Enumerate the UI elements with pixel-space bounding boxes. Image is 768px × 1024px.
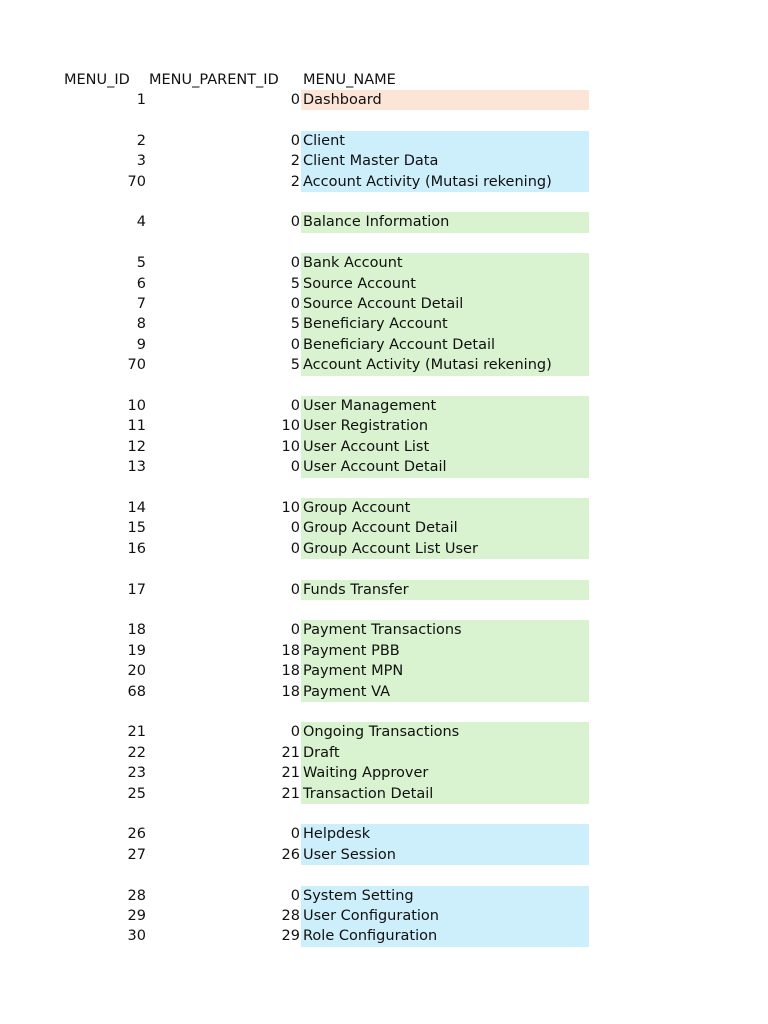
table-row — [0, 212, 768, 232]
menu-parent-id-cell: 0 — [290, 540, 300, 557]
menu-id-cell: 14 — [127, 500, 146, 516]
menu-parent-id-cell: 2 — [290, 173, 300, 190]
menu-parent-id-cell: 0 — [290, 398, 300, 414]
table-row — [0, 682, 768, 702]
menu-parent-id-cell: 0 — [290, 214, 300, 231]
menu-id-cell: 27 — [127, 846, 146, 863]
menu-parent-id-cell: 0 — [290, 459, 300, 476]
table-row — [0, 743, 768, 763]
menu-parent-id-cell: 10 — [281, 500, 300, 516]
menu-id-cell: 16 — [127, 540, 146, 557]
menu-id-cell: 23 — [127, 765, 146, 782]
menu-id-cell: 68 — [127, 683, 146, 700]
menu-parent-id-cell: 0 — [290, 336, 300, 353]
menu-name-cell: Beneficiary Account — [301, 314, 589, 334]
table-row — [0, 845, 768, 865]
table-row — [0, 906, 768, 926]
menu-name-cell: User Configuration — [301, 906, 589, 926]
menu-parent-id-cell: 18 — [281, 642, 300, 659]
menu-name-cell: Funds Transfer — [301, 580, 589, 600]
menu-parent-id-cell: 0 — [290, 255, 300, 272]
menu-parent-id-cell: 0 — [290, 826, 300, 843]
menu-name-cell: Draft — [301, 743, 589, 763]
menu-id-cell: 13 — [127, 459, 146, 476]
menu-name-cell: Ongoing Transactions — [301, 722, 589, 742]
table-row — [0, 722, 768, 742]
menu-id-cell: 15 — [127, 520, 146, 537]
table-row — [0, 620, 768, 640]
menu-id-cell: 7 — [136, 296, 146, 312]
menu-parent-id-cell: 5 — [290, 316, 300, 333]
menu-parent-id-cell: 10 — [281, 438, 300, 455]
menu-name-cell: Account Activity (Mutasi rekening) — [301, 172, 589, 192]
menu-parent-id-cell: 0 — [290, 724, 300, 741]
menu-id-cell: 9 — [136, 336, 146, 353]
menu-name-cell: Payment VA — [301, 682, 589, 702]
menu-id-cell: 6 — [136, 275, 146, 292]
menu-parent-id-cell: 21 — [281, 785, 300, 802]
table-row — [0, 396, 768, 416]
menu-name-cell: Waiting Approver — [301, 763, 589, 783]
table-row — [0, 314, 768, 334]
menu-id-cell: 19 — [127, 642, 146, 659]
menu-id-cell: 26 — [127, 826, 146, 843]
header-menu-id: MENU_ID — [64, 72, 130, 88]
menu-parent-id-cell: 21 — [281, 765, 300, 782]
menu-parent-id-cell: 26 — [281, 846, 300, 863]
menu-name-cell: Role Configuration — [301, 926, 589, 946]
table-row — [0, 294, 768, 314]
table-row — [0, 355, 768, 375]
menu-name-cell: Group Account List User — [301, 539, 589, 559]
menu-parent-id-cell: 21 — [281, 744, 300, 761]
menu-name-cell: User Session — [301, 845, 589, 865]
table-row — [0, 784, 768, 804]
table-row — [0, 172, 768, 192]
menu-parent-id-cell: 0 — [290, 132, 300, 149]
menu-parent-id-cell: 0 — [290, 520, 300, 537]
menu-id-cell: 10 — [127, 398, 146, 414]
menu-name-cell: User Registration — [301, 416, 589, 436]
table-row — [0, 518, 768, 538]
menu-id-cell: 2 — [136, 132, 146, 149]
table-row — [0, 661, 768, 681]
table-row — [0, 274, 768, 294]
menu-name-cell: Source Account — [301, 274, 589, 294]
menu-id-cell: 12 — [127, 438, 146, 455]
table-row — [0, 457, 768, 477]
menu-parent-id-cell: 0 — [290, 887, 300, 904]
menu-name-cell: Payment MPN — [301, 661, 589, 681]
menu-name-cell: Helpdesk — [301, 824, 589, 844]
menu-name-cell: Payment Transactions — [301, 620, 589, 640]
table-row — [0, 886, 768, 906]
menu-name-cell: User Account Detail — [301, 457, 589, 477]
menu-name-cell: Dashboard — [301, 90, 589, 110]
menu-name-cell: Client Master Data — [301, 151, 589, 171]
table-row — [0, 498, 768, 518]
menu-id-cell: 11 — [127, 418, 146, 435]
menu-parent-id-cell: 2 — [290, 153, 300, 170]
menu-name-cell: Transaction Detail — [301, 784, 589, 804]
menu-name-cell: Beneficiary Account Detail — [301, 335, 589, 355]
table-row — [0, 926, 768, 946]
menu-id-cell: 5 — [136, 255, 146, 272]
menu-name-cell: User Management — [301, 396, 589, 416]
menu-id-cell: 17 — [127, 581, 146, 598]
menu-parent-id-cell: 28 — [281, 908, 300, 924]
table-row — [0, 763, 768, 783]
menu-parent-id-cell: 18 — [281, 663, 300, 680]
menu-id-cell: 70 — [127, 173, 146, 190]
menu-id-cell: 70 — [127, 357, 146, 374]
menu-id-cell: 29 — [127, 908, 146, 924]
menu-name-cell: System Setting — [301, 886, 589, 906]
menu-name-cell: User Account List — [301, 437, 589, 457]
menu-name-cell: Account Activity (Mutasi rekening) — [301, 355, 589, 375]
table-row — [0, 824, 768, 844]
table-row — [0, 253, 768, 273]
menu-id-cell: 22 — [127, 744, 146, 761]
menu-name-cell: Group Account — [301, 498, 589, 518]
menu-parent-id-cell: 10 — [281, 418, 300, 435]
menu-id-cell: 21 — [127, 724, 146, 741]
menu-parent-id-cell: 0 — [290, 92, 300, 108]
header-menu-name: MENU_NAME — [303, 72, 396, 88]
menu-id-cell: 28 — [127, 887, 146, 904]
menu-id-cell: 4 — [136, 214, 146, 231]
table-row — [0, 539, 768, 559]
table-row — [0, 416, 768, 436]
menu-parent-id-cell: 0 — [290, 296, 300, 312]
menu-parent-id-cell: 0 — [290, 581, 300, 598]
menu-name-cell: Payment PBB — [301, 641, 589, 661]
table-row — [0, 641, 768, 661]
table-row — [0, 90, 768, 110]
menu-parent-id-cell: 5 — [290, 275, 300, 292]
menu-name-cell: Group Account Detail — [301, 518, 589, 538]
menu-id-cell: 1 — [136, 92, 146, 108]
menu-id-cell: 8 — [136, 316, 146, 333]
menu-id-cell: 30 — [127, 928, 146, 945]
menu-id-cell: 3 — [136, 153, 146, 170]
table-row — [0, 151, 768, 171]
menu-name-cell: Bank Account — [301, 253, 589, 273]
menu-parent-id-cell: 29 — [281, 928, 300, 945]
table-row — [0, 437, 768, 457]
header-menu-parent-id: MENU_PARENT_ID — [149, 72, 279, 88]
table-row — [0, 580, 768, 600]
menu-name-cell: Source Account Detail — [301, 294, 589, 314]
table-row — [0, 131, 768, 151]
menu-name-cell: Client — [301, 131, 589, 151]
menu-parent-id-cell: 5 — [290, 357, 300, 374]
menu-id-cell: 18 — [127, 622, 146, 639]
table-row — [0, 335, 768, 355]
menu-id-cell: 25 — [127, 785, 146, 802]
menu-name-cell: Balance Information — [301, 212, 589, 232]
menu-parent-id-cell: 18 — [281, 683, 300, 700]
menu-id-cell: 20 — [127, 663, 146, 680]
menu-parent-id-cell: 0 — [290, 622, 300, 639]
